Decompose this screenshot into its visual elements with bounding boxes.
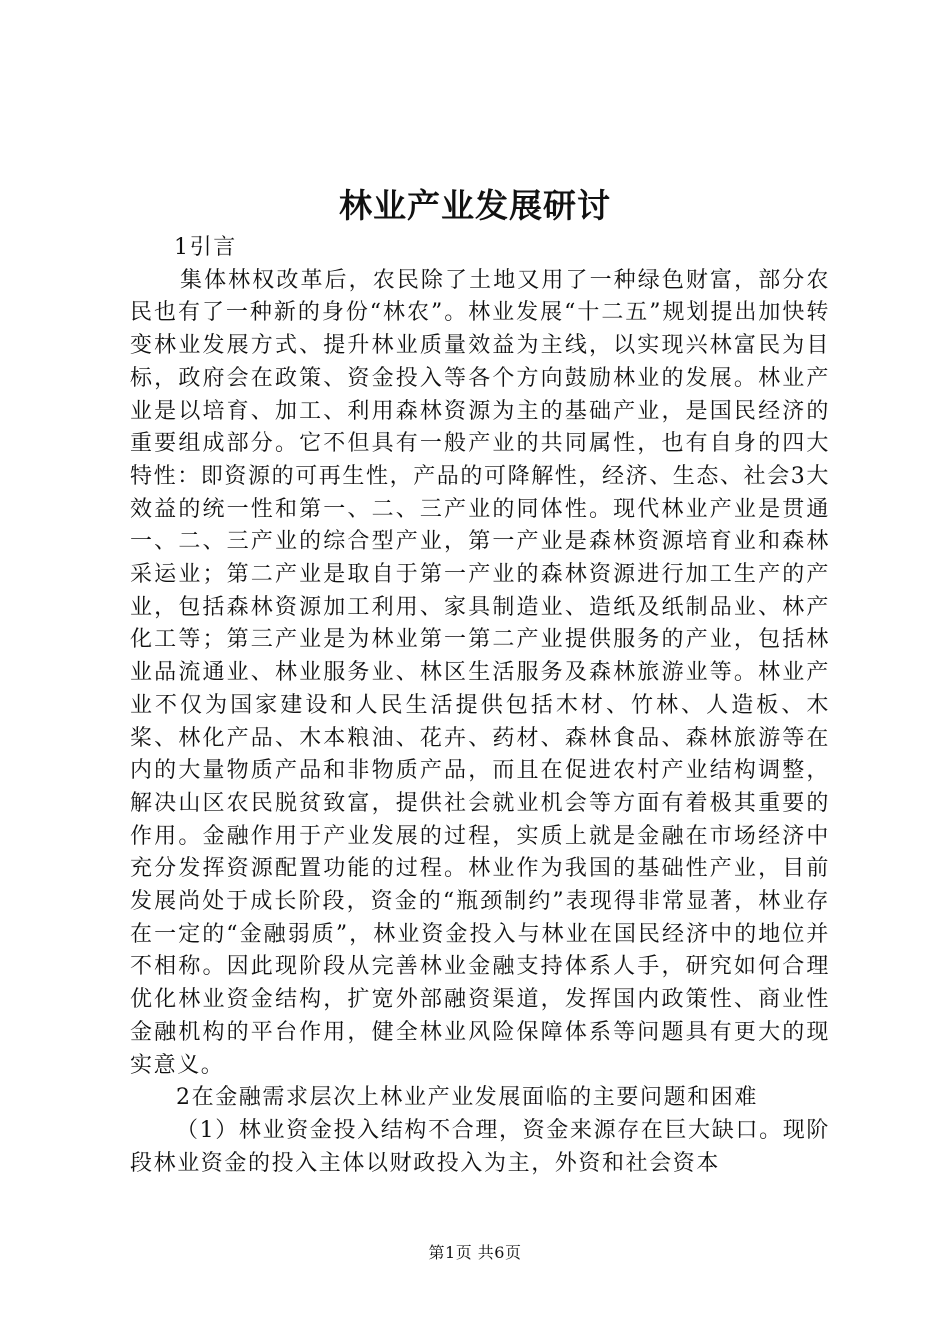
section-heading-problems: 2在金融需求层次上林业产业发展面临的主要问题和困难	[176, 1085, 758, 1111]
paragraph-intro: 集体林权改革后，农民除了土地又用了一种绿色财富，部分农民也有了一种新的身份“林农”。林业发展“十二五”规划提出加快转变林业发展方式、提升林业质量效益为主线，以实现兴林富民为目标，政府会在政策、资金投入等各个方向鼓励林业的发展。林业产业是以培育、加工、利用森林资源为主的基础产业，是国民经济的重要组成部分。它不但具有一般产业的共同属性，也有自身的四大特性：即资源的可再生性，产品的可降解性，经济、生态、社会3大效益的统一性和第一、二、三产业的同体性。现代林业产业是贯通一、二、三产业的综合型产业，第一产业是森林资源培育业和森林采运业；第二产业是取自于第一产业的森林资源进行加工生产的产业，包括森林资源加工利用、家具制造业、造纸及纸制品业、林产化工等；第三产业是为林业第一第二产业提供服务的产业，包括林业品流通业、林业服务业、林区生活服务及森林旅游业等。林业产业不仅为国家建设和人民生活提供包括木材、竹林、人造板、木桨、林化产品、木本粮油、花卉、药材、森林食品、森林旅游等在内的大量物质产品和非物质产品，而且在促进农村产业结构调整，解决山区农民脱贫致富，提供社会就业机会等方面有着极其重要的作用。金融作用于产业发展的过程，实质上就是金融在市场经济中充分发挥资源配置功能的过程。林业作为我国的基础性产业，目前发展尚处于成长阶段，资金的“瓶颈制约”表现得非常显著，林业存在一定的“金融弱质”，林业资金投入与林业在国民经济中的地位并不相称。因此现阶段从完善林业金融支持体系人手，研究如何合理优化林业资金结构，扩宽外部融资渠道，发挥国内政策性、商业性金融机构的平台作用，健全林业风险保障体系等问题具有更大的现实意义。	[130, 267, 830, 1078]
page-number-footer: 第1页 共6页	[428, 1243, 522, 1262]
section-heading-intro: 1引言	[174, 235, 237, 260]
paragraph-problem-1: （1）林业资金投入结构不合理，资金来源存在巨大缺口。现阶段林业资金的投入主体以财政投入为主，外资和社会资本	[130, 1117, 830, 1176]
document-body	[130, 232, 830, 1180]
document-title: 林业产业发展研讨	[339, 186, 611, 225]
